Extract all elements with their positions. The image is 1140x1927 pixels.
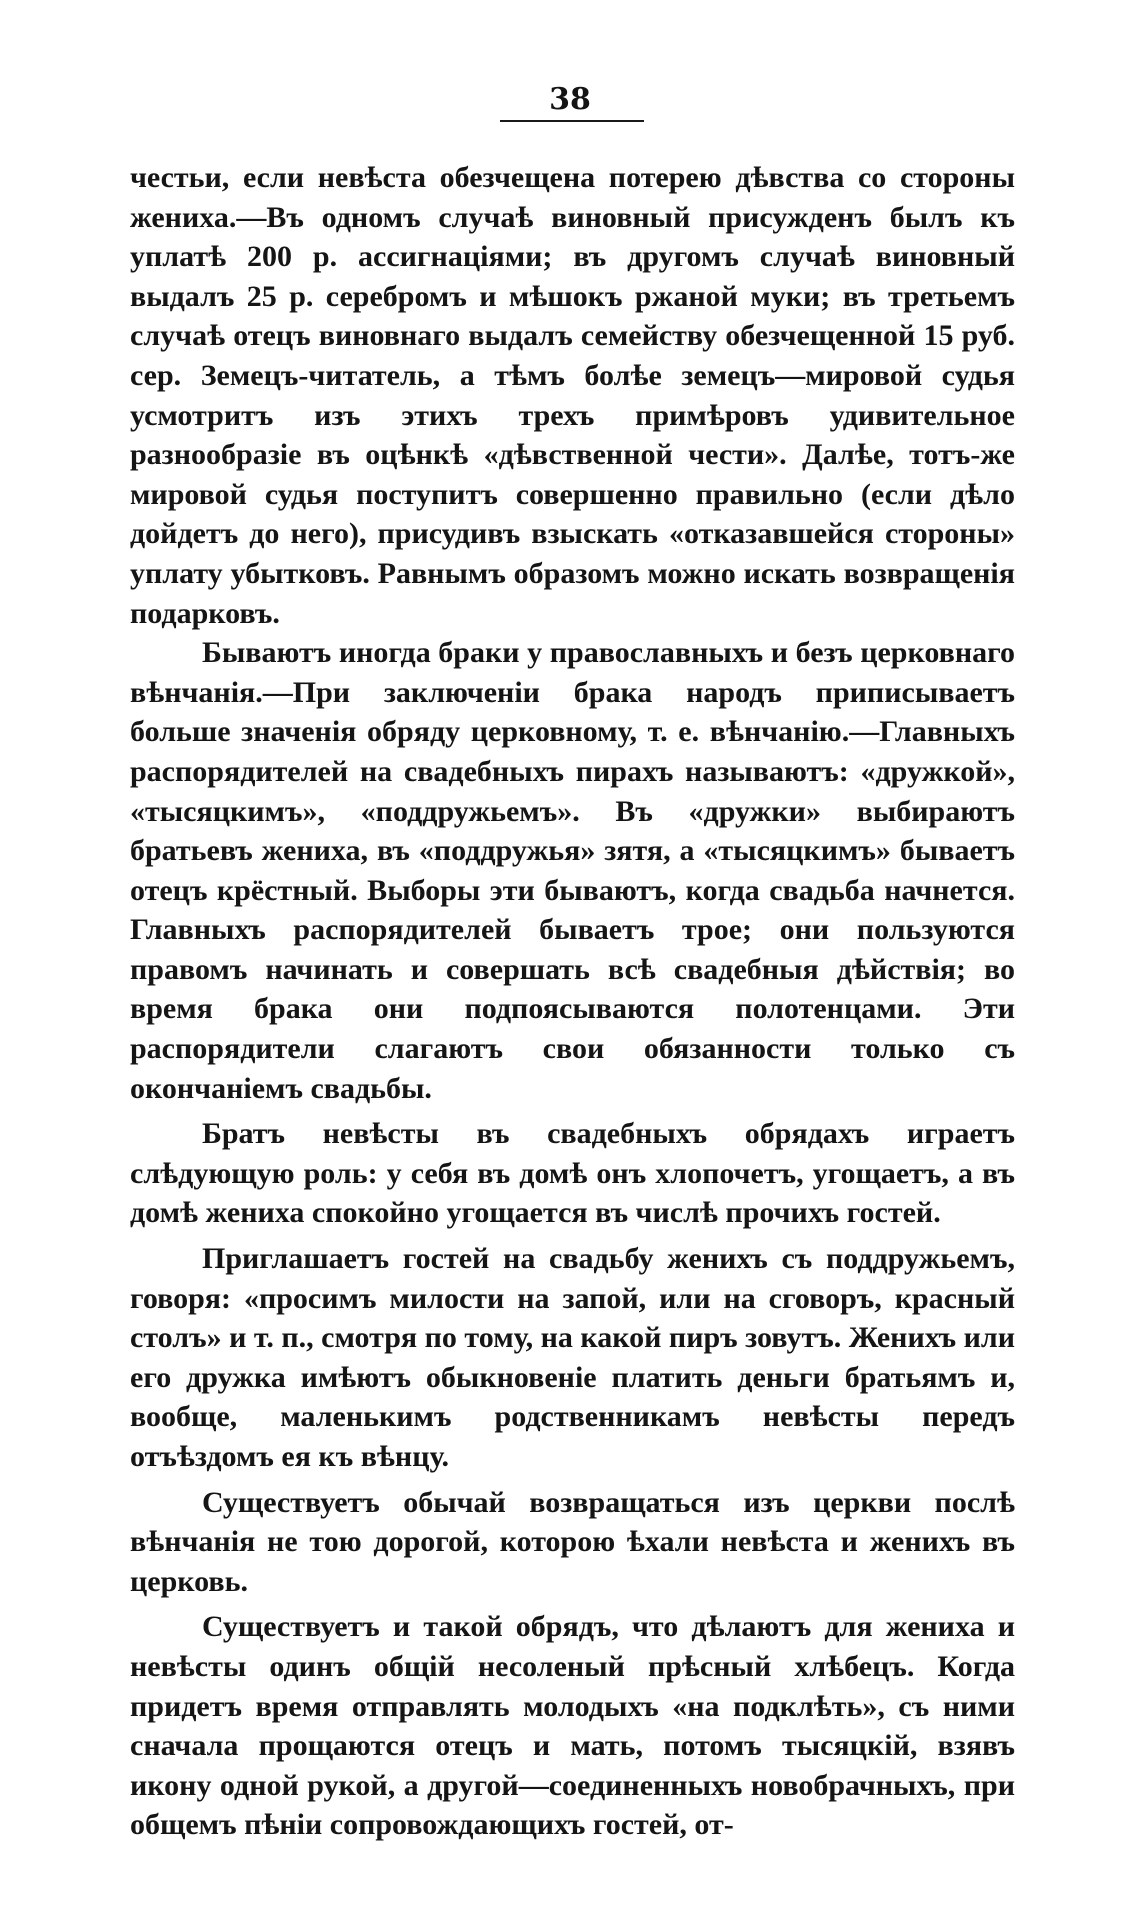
page-number: 38 xyxy=(549,82,591,117)
paragraph-4: Приглашаетъ гостей на свадьбу женихъ съ поддружьемъ, говоря: «просимъ милости на запой, или на сговоръ, красный столъ» и т. п., смотря по тому, на какой пиръ зовутъ. Женихъ или его дружка имѣютъ обыкновеніе платить деньги братьямъ и, вообще, маленькимъ родственникамъ невѣсты передъ отъѣздомъ ея къ вѣнцу. xyxy=(130,1242,1015,1473)
paragraph-6: Существуетъ и такой обрядъ, что дѣлаютъ для жениха и невѣсты одинъ общій несоленый прѣсный хлѣбецъ. Когда придетъ время отправлять молодыхъ «на подклѣть», съ ними сначала прощаются отецъ и мать, потомъ тысяцкій, взявъ икону одной рукой, а другой—соединенныхъ новобрачныхъ, при общемъ пѣніи сопровождающихъ гостей, от- xyxy=(130,1610,1015,1842)
body-text xyxy=(130,158,1015,1845)
paragraph-3: Братъ невѣсты въ свадебныхъ обрядахъ играетъ слѣдующую роль: у себя въ домѣ онъ хлопочетъ, угощаетъ, а въ домѣ жениха спокойно угощается въ числѣ прочихъ гостей. xyxy=(130,1117,1015,1230)
paragraph-2: Бываютъ иногда браки у православныхъ и безъ церковнаго вѣнчанія.—При заключеніи брака народъ приписываетъ больше значенія обряду церковному, т. е. вѣнчанію.—Главныхъ распорядителей на свадебныхъ пирахъ называютъ: «дружкой», «тысяцкимъ», «поддружьемъ». Въ «дружки» выбираютъ братьевъ жениха, въ «поддружья» зятя, а «тысяцкимъ» бываетъ отецъ крёстный. Выборы эти бываютъ, когда свадьба начнется. Главныхъ распорядителей бываетъ трое; они пользуются правомъ начинать и совершать всѣ свадебныя дѣйствія; во время брака они подпоясываются полотенцами. Эти распорядители слагаютъ свои обязанности только съ окончаніемъ свадьбы. xyxy=(130,636,1015,1105)
paragraph-5: Существуетъ обычай возвращаться изъ церкви послѣ вѣнчанія не тою дорогой, которою ѣхали невѣста и женихъ въ церковь. xyxy=(130,1485,1015,1598)
header-rule xyxy=(500,120,644,122)
paragraph-1: честьи, если невѣста обезчещена потерею дѣвства со стороны жениха.—Въ одномъ случаѣ виновный присужденъ былъ къ уплатѣ 200 р. ассигнаціями; въ другомъ случаѣ виновный выдалъ 25 р. серебромъ и мѣшокъ ржаной муки; въ третьемъ случаѣ отецъ виновнаго выдалъ семейству обезчещенной 15 руб. сер. Земецъ-читатель, а тѣмъ болѣе земецъ—мировой судья усмотритъ изъ этихъ трехъ примѣровъ удивительное разнообразіе въ оцѣнкѣ «дѣвственной чести». Далѣе, тотъ-же мировой судья поступитъ совершенно правильно (если дѣло дойдетъ до него), присудивъ взыскать «отказавшейся стороны» уплату убытковъ. Равнымъ образомъ можно искать возвращенія подарковъ. xyxy=(130,161,1015,630)
